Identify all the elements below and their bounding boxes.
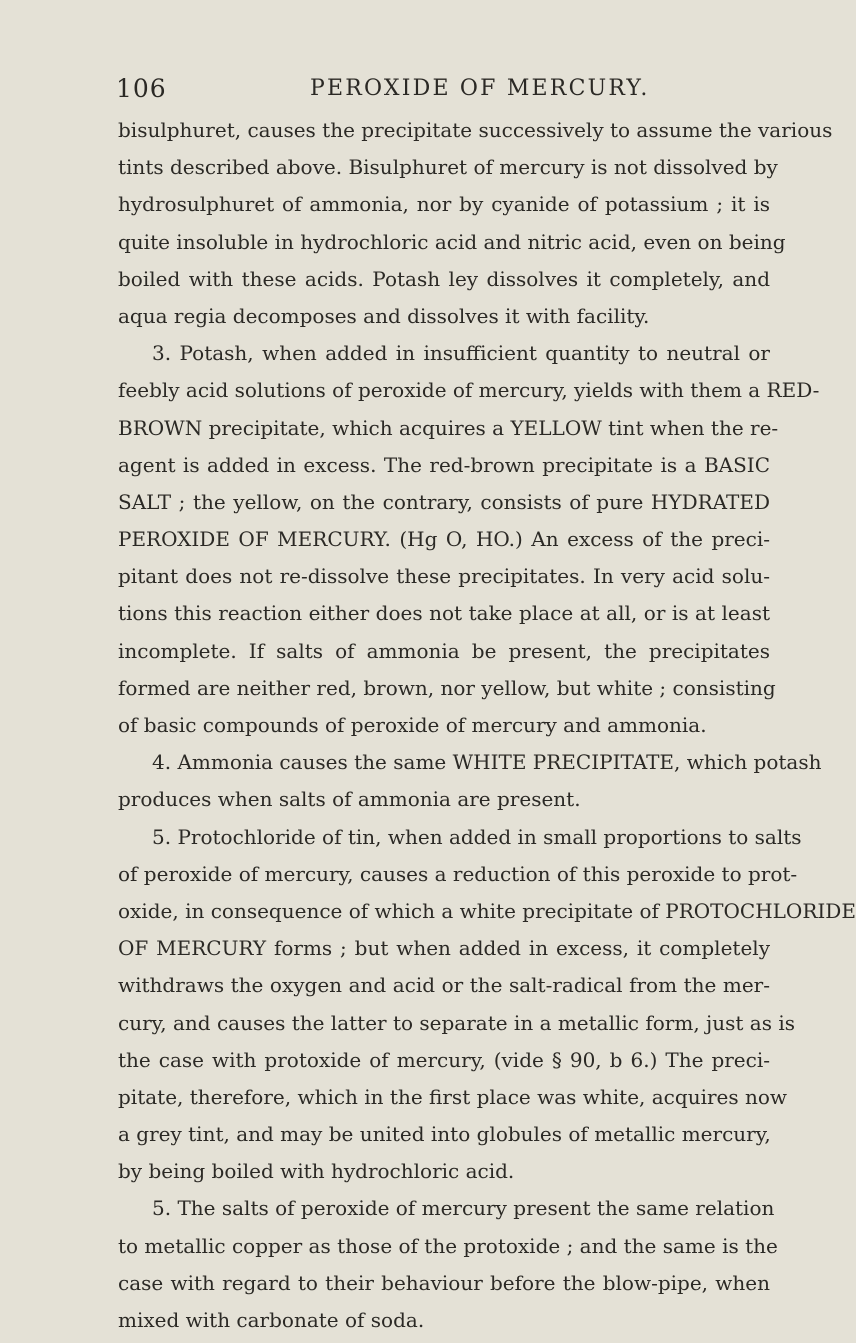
text-line: of basic compounds of peroxide of mercury and ammonia. [118,713,707,737]
text-line: bisulphuret, causes the precipitate successively to assume the various [118,118,833,142]
text-line: SALT ; the yellow, on the contrary, consists of pure HYDRATED [118,489,770,514]
text-line: case with regard to their behaviour before the blow-pipe, when [118,1270,770,1295]
text-line: oxide, in consequence of which a white precipitate of PROTOCHLORIDE [118,898,856,923]
text-line: formed are neither red, brown, nor yellow, but white ; consisting [118,675,776,700]
text-line: agent is added in excess. The red-brown precipitate is a BASIC [118,452,770,477]
text-line: quite insoluble in hydrochloric acid and nitric acid, even on being [118,229,786,254]
text-line: 5. Protochloride of tin, when added in small proportions to salts [152,824,802,849]
text-line: tions this reaction either does not take place at all, or is at least [118,601,770,626]
running-title: PEROXIDE OF MERCURY. [310,76,650,101]
text-line: feebly acid solutions of peroxide of mercury, yields with them a RED- [118,378,820,403]
text-line: by being boiled with hydrochloric acid. [118,1159,515,1184]
text-line: BROWN precipitate, which acquires a YELLOW tint when the re- [118,415,779,440]
text-line: aqua regia decomposes and dissolves it with facility. [118,303,650,328]
text-line: PEROXIDE OF MERCURY. (Hg O, HO.) An excess of the preci- [118,527,770,552]
text-line: boiled with these acids. Potash ley dissolves it completely, and [118,266,770,291]
text-line: tints described above. Bisulphuret of mercury is not dissolved by [118,155,778,180]
text-line: OF MERCURY forms ; but when added in excess, it completely [118,936,770,961]
text-line: mixed with carbonate of soda. [118,1308,425,1332]
text-line: cury, and causes the latter to separate in a metallic form, just as is [118,1010,795,1035]
text-line: of peroxide of mercury, causes a reduction of this peroxide to prot- [118,861,798,886]
text-line: the case with protoxide of mercury, (vide § 90, b 6.) The preci- [118,1047,770,1072]
body-text [118,112,856,1339]
text-line: 4. Ammonia causes the same WHITE PRECIPITATE, which potash [152,750,822,775]
text-line: withdraws the oxygen and acid or the salt-radical from the mer- [118,973,770,998]
page-number: 106 [116,74,167,103]
text-line: to metallic copper as those of the protoxide ; and the same is the [118,1233,778,1258]
page-header [116,74,780,108]
text-line: pitate, therefore, which in the first place was white, acquires now [118,1084,788,1109]
text-line: a grey tint, and may be united into globules of metallic mercury, [118,1122,771,1147]
text-line: pitant does not re-dissolve these precipitates. In very acid solu- [118,564,770,589]
text-line: incomplete. If salts of ammonia be present, the precipitates [118,638,770,663]
text-line: 5. The salts of peroxide of mercury present the same relation [152,1196,775,1221]
text-line: hydrosulphuret of ammonia, nor by cyanide of potassium ; it is [118,192,770,217]
text-line: produces when salts of ammonia are present. [118,787,581,812]
text-line: 3. Potash, when added in insufficient quantity to neutral or [152,341,770,366]
